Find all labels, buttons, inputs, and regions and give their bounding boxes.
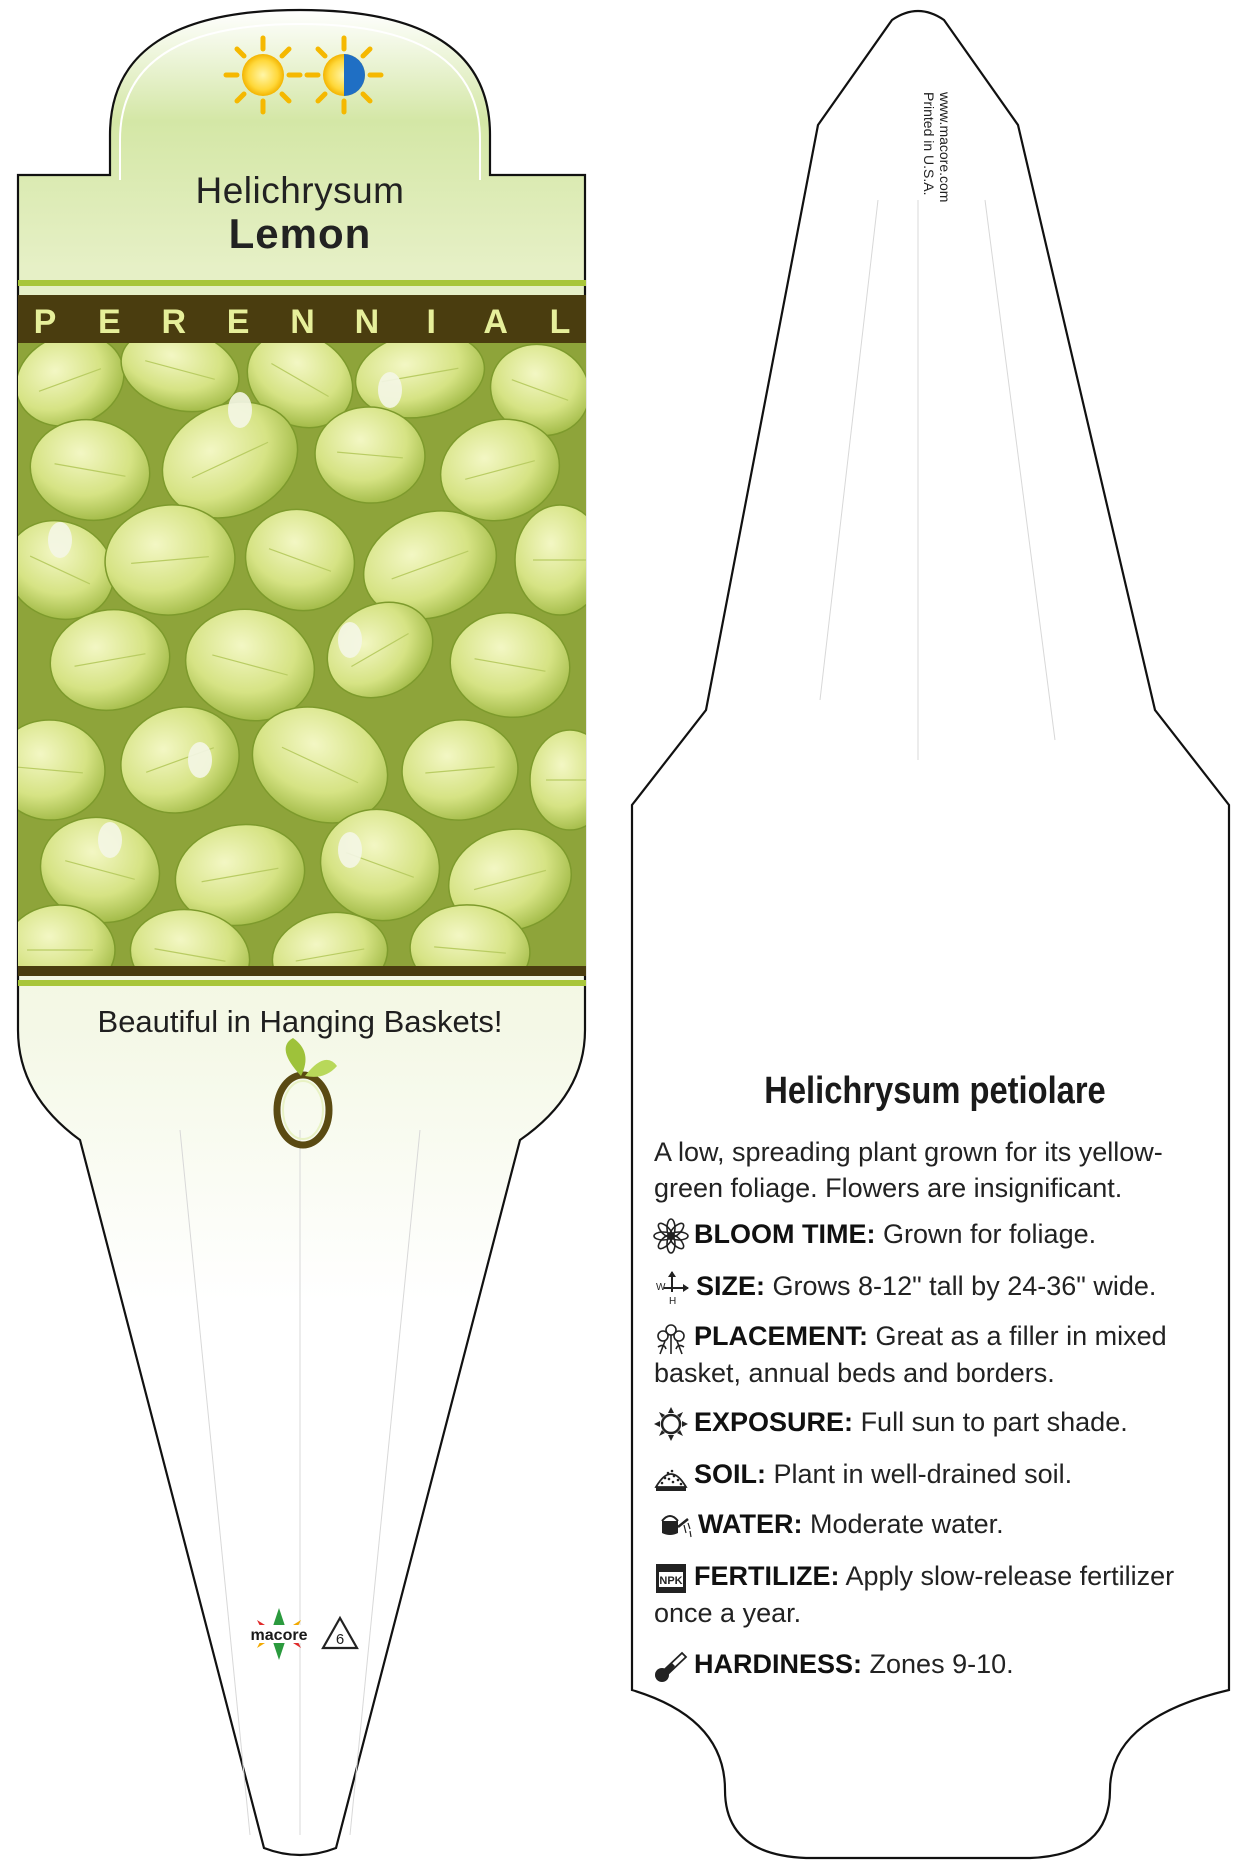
thermometer-icon bbox=[654, 1649, 688, 1683]
plant-photo bbox=[0, 314, 610, 1010]
care-text: Zones 9-10. bbox=[869, 1649, 1014, 1679]
leaf-bud bbox=[338, 832, 362, 868]
printed-credit bbox=[912, 92, 953, 242]
variety-name: Lemon bbox=[228, 210, 372, 257]
soil-icon bbox=[654, 1459, 688, 1493]
band-letter: A bbox=[483, 303, 508, 341]
band-letter: N bbox=[290, 303, 315, 341]
care-text: Great as a filler in mixed basket, annual beds and borders. bbox=[654, 1321, 1167, 1388]
band-letter: I bbox=[426, 303, 436, 341]
npk-bag-icon bbox=[654, 1561, 688, 1595]
care-label: SIZE: bbox=[696, 1271, 766, 1301]
leaf-bud bbox=[228, 392, 252, 428]
care-text: Grown for foliage. bbox=[883, 1219, 1097, 1249]
sun-outline-icon bbox=[654, 1407, 688, 1441]
website-text: www.macore.com bbox=[937, 92, 953, 203]
care-text: Grows 8-12" tall by 24-36" wide. bbox=[772, 1271, 1157, 1301]
leaf-bud bbox=[338, 622, 362, 658]
band-letter: P bbox=[33, 303, 57, 341]
care-label: SOIL: bbox=[694, 1459, 766, 1489]
care-text: Full sun to part shade. bbox=[860, 1407, 1128, 1437]
perennial-band-letters bbox=[34, 303, 571, 341]
band-letter: N bbox=[354, 303, 380, 341]
leaf-bud bbox=[378, 372, 402, 408]
care-label: BLOOM TIME: bbox=[694, 1219, 876, 1249]
care-hardiness bbox=[654, 1646, 1194, 1683]
care-text: Apply slow-release fertilizer once a year. bbox=[654, 1561, 1175, 1628]
photo-bottom-band bbox=[18, 966, 586, 976]
care-soil bbox=[654, 1456, 1194, 1493]
tagline: Beautiful in Hanging Baskets! bbox=[97, 1004, 503, 1039]
watering-can-icon bbox=[654, 1509, 692, 1543]
leaf-bud bbox=[188, 742, 212, 778]
care-label: EXPOSURE: bbox=[694, 1407, 854, 1437]
flower-icon bbox=[654, 1219, 688, 1253]
placement-icon bbox=[654, 1321, 688, 1355]
part-sun-icon bbox=[307, 38, 381, 112]
care-label: WATER: bbox=[698, 1509, 803, 1539]
care-bloom-time bbox=[654, 1216, 1194, 1253]
recycle-code-text: 6 bbox=[335, 1631, 345, 1648]
top-green-stripe bbox=[18, 280, 586, 286]
full-sun-icon bbox=[226, 38, 300, 112]
svg-text:H: H bbox=[669, 1295, 677, 1307]
leaf-bud bbox=[98, 822, 122, 858]
band-letter: E bbox=[226, 303, 250, 341]
care-fertilize bbox=[654, 1558, 1194, 1631]
care-text: Moderate water. bbox=[810, 1509, 1004, 1539]
printed-in-text: Printed in U.S.A. bbox=[921, 92, 937, 196]
care-label: HARDINESS: bbox=[694, 1649, 863, 1679]
leaf-bud bbox=[48, 522, 72, 558]
macore-logo-text: macore bbox=[250, 1627, 308, 1644]
band-letter: E bbox=[98, 303, 121, 341]
care-placement bbox=[654, 1318, 1194, 1391]
care-exposure bbox=[654, 1404, 1194, 1441]
botanical-name: Helichrysum petiolare bbox=[764, 1070, 1106, 1112]
care-water bbox=[654, 1506, 1194, 1543]
common-name: Helichrysum bbox=[195, 170, 405, 211]
care-label: PLACEMENT: bbox=[694, 1321, 868, 1351]
size-icon bbox=[654, 1270, 690, 1306]
band-letter: R bbox=[161, 303, 187, 341]
care-text: Plant in well-drained soil. bbox=[773, 1459, 1073, 1489]
band-letter: L bbox=[549, 303, 571, 341]
svg-text:W: W bbox=[656, 1281, 666, 1293]
care-label: FERTILIZE: bbox=[694, 1561, 840, 1591]
svg-text:NPK: NPK bbox=[659, 1574, 683, 1587]
care-size bbox=[654, 1268, 1194, 1306]
plant-description: A low, spreading plant grown for its yellow-green foliage. Flowers are insignificant. bbox=[654, 1137, 1163, 1203]
bottom-green-stripe bbox=[18, 980, 586, 986]
